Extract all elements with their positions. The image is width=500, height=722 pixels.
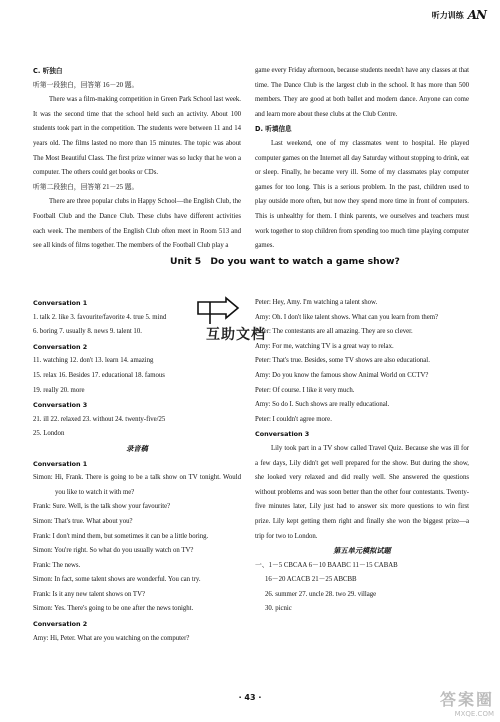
answer-line: 15. relax 16. Besides 17. educational 18. famous — [33, 371, 165, 379]
mock-answers-line: 30. picnic — [265, 605, 292, 613]
dialogue-line: Simon: In fact, some talent shows are wonderful. You can try. — [33, 576, 201, 584]
dialogue-line: Amy: Hi, Peter. What are you watching on the computer? — [33, 634, 190, 642]
conversation1-label: Conversation 1 — [33, 299, 88, 307]
dialogue-line: Amy: Do you know the famous show Animal World on CCTV? — [255, 371, 429, 379]
mock-answers-line: 一、1－5 CBCAA 6－10 BAABC 11－15 CABAB — [255, 561, 398, 569]
transcript-title: 录音稿 — [126, 443, 148, 453]
section-d-passage: Last weekend, one of my classmates went to hospital. He played computer games on the Internet all day Saturday without stopping to drink, eat or sleep. Finally, he became very ill. Some of my classmates play computer games for too long. This is a serious problem. In the past, children used to play outside more often, but now they spend more time in front of computers. This is unhealthy for them. I think parents, we ourselves and teachers must work together to stop children from spending too much time playing computer games. — [255, 139, 469, 250]
watermark-text: 互助文档 — [206, 327, 266, 343]
monologue2-intro: 听第二段独白，回答第 21－25 题。 — [33, 183, 139, 191]
monologue1-intro: 听第一段独白，回答第 16－20 题。 — [33, 81, 139, 89]
answer-line: 6. boring 7. usually 8. news 9. talent 10. — [33, 328, 142, 336]
mock-answers-line: 16－20 ACACB 21－25 ABCBB — [265, 576, 357, 584]
dialogue-line: Amy: Oh. I don't like talent shows. What can you learn from them? — [255, 313, 439, 321]
page-header — [432, 3, 486, 27]
dialogue-line: Peter: That's true. Besides, some TV shows are also educational. — [255, 357, 430, 365]
dialogue-line: Amy: For me, watching TV is a great way to relax. — [255, 342, 394, 350]
left-lower-column — [33, 296, 241, 646]
left-upper-column — [33, 64, 241, 254]
dialogue-line: Amy: So do I. Such shows are really educational. — [255, 401, 390, 409]
unit-title: Unit 5 Do you want to watch a game show? — [170, 256, 400, 267]
transcript-conversation1-label: Conversation 1 — [33, 459, 88, 468]
dialogue-line: Frank: Sure. Well, is the talk show your favourite? — [33, 503, 171, 511]
dialogue-line: Peter: Of course. I like it very much. — [255, 386, 355, 394]
dialogue-line: Peter: I couldn't agree more. — [255, 415, 332, 423]
corner-watermark-logo — [440, 687, 494, 718]
corner-logo-url: MXQE.COM — [454, 710, 494, 718]
answer-line: 21. ill 22. relaxed 23. without 24. twenty-five/25 — [33, 415, 166, 423]
section-c-heading: C. 听独白 — [33, 67, 63, 75]
monologue1-text: There was a film-making competition in Green Park School last week. It was the second time that the school held such an activity. About 100 students took part in the competition. The students were between 11 and 14 years old. The films lasted no more than 15 minutes. The topic was about The Most Beautiful Class. The first prize winner was so lucky that he won a computer. The others could get books or CDs. — [33, 96, 241, 177]
transcript-conversation3-label: Conversation 3 — [255, 430, 310, 439]
monologue2-text: There are three popular clubs in Happy School—the English Club, the Football Club and the Dance Club. These clubs have different activities each week. The members of the English Club often meet in Room 513 and see all kinds of films together. The members of the Football Club play a — [33, 198, 241, 250]
mock-answers-line: 26. summer 27. uncle 28. two 29. village — [265, 590, 377, 598]
page-number: · 43 · — [238, 693, 262, 702]
dialogue-line: Simon: You're right. So what do you usually watch on TV? — [33, 547, 194, 555]
dialogue-line: Peter: Hey, Amy. I'm watching a talent show. — [255, 299, 378, 306]
section-d-heading: D. 听填信息 — [255, 125, 292, 134]
dialogue-line: Frank: Is it any new talent shows on TV? — [33, 590, 146, 598]
mock-test-title: 第五单元模拟试题 — [333, 546, 391, 556]
monologue2-continued: game every Friday afternoon, because students needn't have any classes at that time. The Dance Club is the largest club in the school. It has more than 500 members. They are good at both ballet and modern dance. Anyone can come and learn more about these clubs at the Club Centre. — [255, 67, 469, 118]
right-lower-column — [255, 296, 469, 617]
answer-line: 1. talk 2. like 3. favourite/favorite 4. true 5. mind — [33, 313, 167, 321]
dialogue-line: Simon: That's true. What about you? — [33, 517, 133, 525]
conversation3-label: Conversation 3 — [33, 401, 88, 410]
answer-line: 11. watching 12. don't 13. learn 14. amazing — [33, 357, 154, 365]
corner-logo-text: 答案圈 — [439, 690, 494, 709]
dialogue-line: Frank: The news. — [33, 561, 81, 569]
dialogue-line: Simon: Hi, Frank. There is going to be a talk show on TV tonight. Would you like to watch it with me? — [33, 474, 241, 496]
conversation2-label: Conversation 2 — [33, 342, 88, 351]
conversation3-story: Lily took part in a TV show called Travel Quiz. Because she was ill for a few days, Lily didn't get well prepared for the show. But during the show, she looked very relaxed and did really well. She answered the questions without problems and was soon better than the other four contestants. Twenty-five minutes later, Lily just had to answer six more questions to win first prize. Lily kept getting them right and finally she won the biggest prize—a trip for two to London. — [255, 444, 469, 540]
dialogue-line: Frank: I don't mind them, but sometimes it can be a little boring. — [33, 532, 209, 540]
answer-line: 25. London — [33, 430, 65, 438]
answer-line: 19. really 20. more — [33, 386, 85, 394]
dialogue-line: Simon: Yes. There's going to be one after the news tonight. — [33, 605, 194, 613]
header-title: 听力训练 — [431, 10, 464, 20]
right-upper-column — [255, 64, 469, 254]
transcript-conversation2-label: Conversation 2 — [33, 620, 88, 629]
brand-logo: AN — [467, 8, 486, 22]
dialogue-line: Peter: The contestants are all amazing. They are so clever. — [255, 328, 413, 336]
